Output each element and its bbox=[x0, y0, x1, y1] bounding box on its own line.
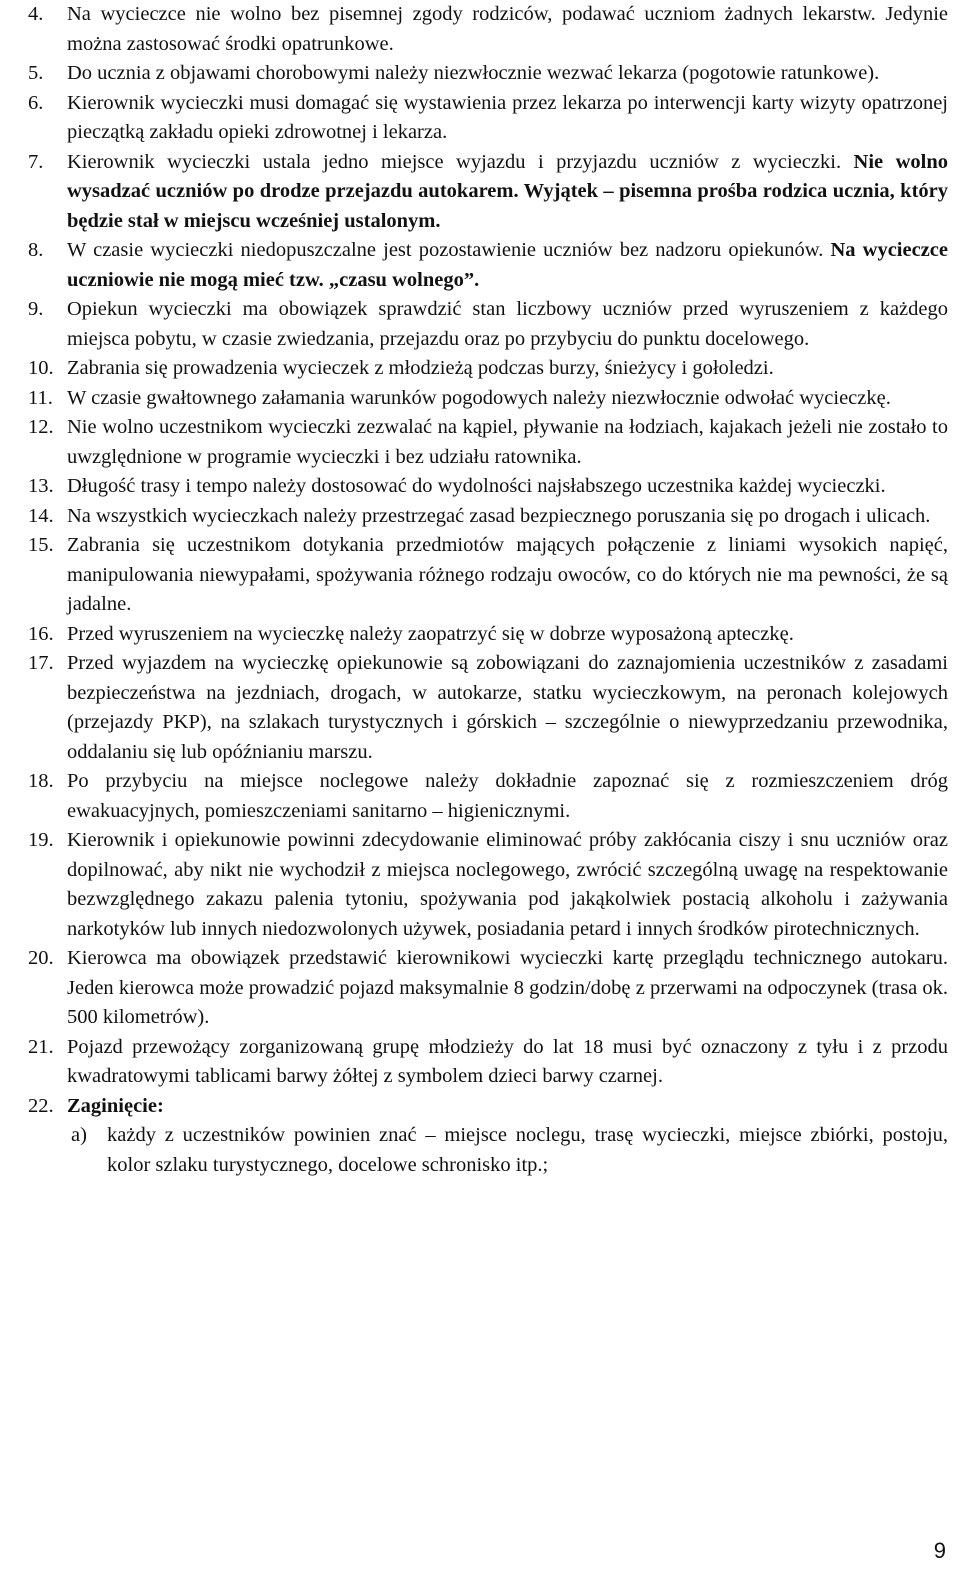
list-item bbox=[28, 767, 948, 826]
item-text: Na wszystkich wycieczkach należy przestrzegać zasad bezpiecznego poruszania się po drogach i ulicach. bbox=[67, 504, 931, 527]
list-item bbox=[28, 826, 948, 944]
list-item bbox=[28, 0, 948, 59]
item-text: Kierownik wycieczki ustala jedno miejsce wyjazdu i przyjazdu uczniów z wycieczki. bbox=[67, 150, 854, 173]
list-item bbox=[28, 295, 948, 354]
list-item bbox=[28, 944, 948, 1033]
item-number: 14. bbox=[28, 504, 54, 527]
item-text: Po przybyciu na miejsce noclegowe należy dokładnie zapoznać się z rozmieszczeniem dróg ewakuacyjnych, pomieszczeniami sanitarno – higienicznymi. bbox=[67, 770, 948, 822]
item-number: 19. bbox=[28, 829, 54, 851]
item-text-bold: Na wycieczce uczniowie nie mogą mieć tzw. „czasu wolnego”. bbox=[67, 239, 948, 291]
item-text: Zabrania się uczestnikom dotykania przedmiotów mających połączenie z liniami wysokich napięć, manipulowania niewypałami, spożywania różnego rodzaju owoców, co do których nie ma pewności, że są jadalne. bbox=[67, 534, 948, 615]
list-item bbox=[28, 148, 948, 237]
item-text: Do ucznia z objawami chorobowymi należy niezwłocznie wezwać lekarza (pogotowie ratunkowe). bbox=[67, 62, 880, 84]
list-item bbox=[28, 59, 948, 89]
list-item bbox=[28, 502, 948, 532]
item-number: 22. bbox=[28, 1094, 54, 1117]
sub-list-item bbox=[71, 1121, 948, 1180]
item-number: 18. bbox=[28, 770, 54, 792]
item-text-bold: Zaginięcie: bbox=[67, 1094, 164, 1117]
item-number: 13. bbox=[28, 475, 54, 497]
list-item bbox=[28, 620, 948, 650]
item-text: Pojazd przewożący zorganizowaną grupę młodzieży do lat 18 musi być oznaczony z tyłu i z przodu kwadratowymi tablicami barwy żółtej z symbolem dzieci barwy czarnej. bbox=[67, 1035, 948, 1087]
list-item bbox=[28, 649, 948, 767]
item-number: 4. bbox=[28, 3, 44, 25]
item-number: 6. bbox=[28, 91, 44, 114]
list-item bbox=[28, 413, 948, 472]
item-number: 9. bbox=[28, 298, 44, 320]
list-item bbox=[28, 1033, 948, 1092]
item-number: 8. bbox=[28, 239, 44, 261]
list-item bbox=[28, 354, 948, 384]
list-item bbox=[28, 531, 948, 620]
item-number: 21. bbox=[28, 1035, 54, 1058]
page-number: 9 bbox=[933, 1537, 946, 1563]
item-number: 15. bbox=[28, 534, 54, 556]
list-item bbox=[28, 472, 948, 502]
sub-item-text: każdy z uczestników powinien znać – miejsce noclegu, trasę wycieczki, miejsce zbiórki, postoju, kolor szlaku turystycznego, docelowe schronisko itp.; bbox=[107, 1124, 948, 1176]
list-item bbox=[28, 236, 948, 295]
item-text: Długość trasy i tempo należy dostosować do wydolności najsłabszego uczestnika każdej wycieczki. bbox=[67, 475, 886, 497]
item-text: Nie wolno uczestnikom wycieczki zezwalać na kąpiel, pływanie na łodziach, kajakach jeżeli nie zostało to uwzględnione w programie wycieczki i bez udziału ratownika. bbox=[67, 416, 948, 468]
item-text: Na wycieczce nie wolno bez pisemnej zgody rodziców, podawać uczniom żadnych lekarstw. Jedynie można zastosować środki opatrunkowe. bbox=[67, 3, 948, 55]
list-item bbox=[28, 89, 948, 148]
rules-list bbox=[28, 0, 948, 1180]
item-text: Kierownik wycieczki musi domagać się wystawienia przez lekarza po interwencji karty wizyty opatrzonej pieczątką zakładu opieki zdrowotnej i lekarza. bbox=[67, 91, 948, 143]
list-item bbox=[28, 384, 948, 414]
item-number: 20. bbox=[28, 947, 54, 969]
item-number: 11. bbox=[28, 386, 53, 409]
item-text: W czasie wycieczki niedopuszczalne jest pozostawienie uczniów bez nadzoru opiekunów. bbox=[67, 239, 831, 261]
item-text: Zabrania się prowadzenia wycieczek z młodzieżą podczas burzy, śnieżycy i gołoledzi. bbox=[67, 357, 774, 379]
item-text: W czasie gwałtownego załamania warunków pogodowych należy niezwłocznie odwołać wycieczkę. bbox=[67, 386, 891, 409]
item-number: 17. bbox=[28, 652, 54, 674]
item-text: Kierownik i opiekunowie powinni zdecydowanie eliminować próby zakłócania ciszy i snu uczniów oraz dopilnować, aby nikt nie wychodził z miejsca noclegowego, zwrócić szczególną uwagę na respektowanie bezwzględnego zakazu palenia tytoniu, spożywania pod jakąkolwiek postacią alkoholu i zażywania narkotyków lub innych niedozwolonych używek, posiadania petard i innych środków pirotechnicznych. bbox=[67, 829, 948, 940]
item-number: 7. bbox=[28, 150, 44, 173]
item-number: 10. bbox=[28, 357, 54, 379]
item-text-bold: Nie wolno wysadzać uczniów po drodze przejazdu autokarem. Wyjątek – pisemna prośba rodzica ucznia, który będzie stał w miejscu wcześniej ustalonym. bbox=[67, 150, 949, 232]
item-text: Kierowca ma obowiązek przedstawić kierownikowi wycieczki kartę przeglądu technicznego autokaru. Jeden kierowca może prowadzić pojazd maksymalnie 8 godzin/dobę z przerwami na odpoczynek (trasa ok. 500 kilometrów). bbox=[67, 947, 948, 1028]
item-number: 16. bbox=[28, 622, 54, 645]
sub-item-letter: a) bbox=[71, 1124, 87, 1146]
item-text: Przed wyruszeniem na wycieczkę należy zaopatrzyć się w dobrze wyposażoną apteczkę. bbox=[67, 622, 794, 645]
item-number: 12. bbox=[28, 416, 54, 438]
item-text: Opiekun wycieczki ma obowiązek sprawdzić stan liczbowy uczniów przed wyruszeniem z każdego miejsca pobytu, w czasie zwiedzania, przejazdu oraz po przybyciu do punktu docelowego. bbox=[67, 298, 948, 350]
list-item bbox=[28, 1092, 948, 1122]
item-text: Przed wyjazdem na wycieczkę opiekunowie są zobowiązani do zaznajomienia uczestników z zasadami bezpieczeństwa na jezdniach, drogach, w autokarze, statku wycieczkowym, na peronach kolejowych (przejazdy PKP), na szlakach turystycznych i górskich – szczególnie o niewyprzedzaniu przewodnika, oddalaniu się lub opóźnianiu marszu. bbox=[67, 652, 948, 763]
item-number: 5. bbox=[28, 62, 44, 84]
